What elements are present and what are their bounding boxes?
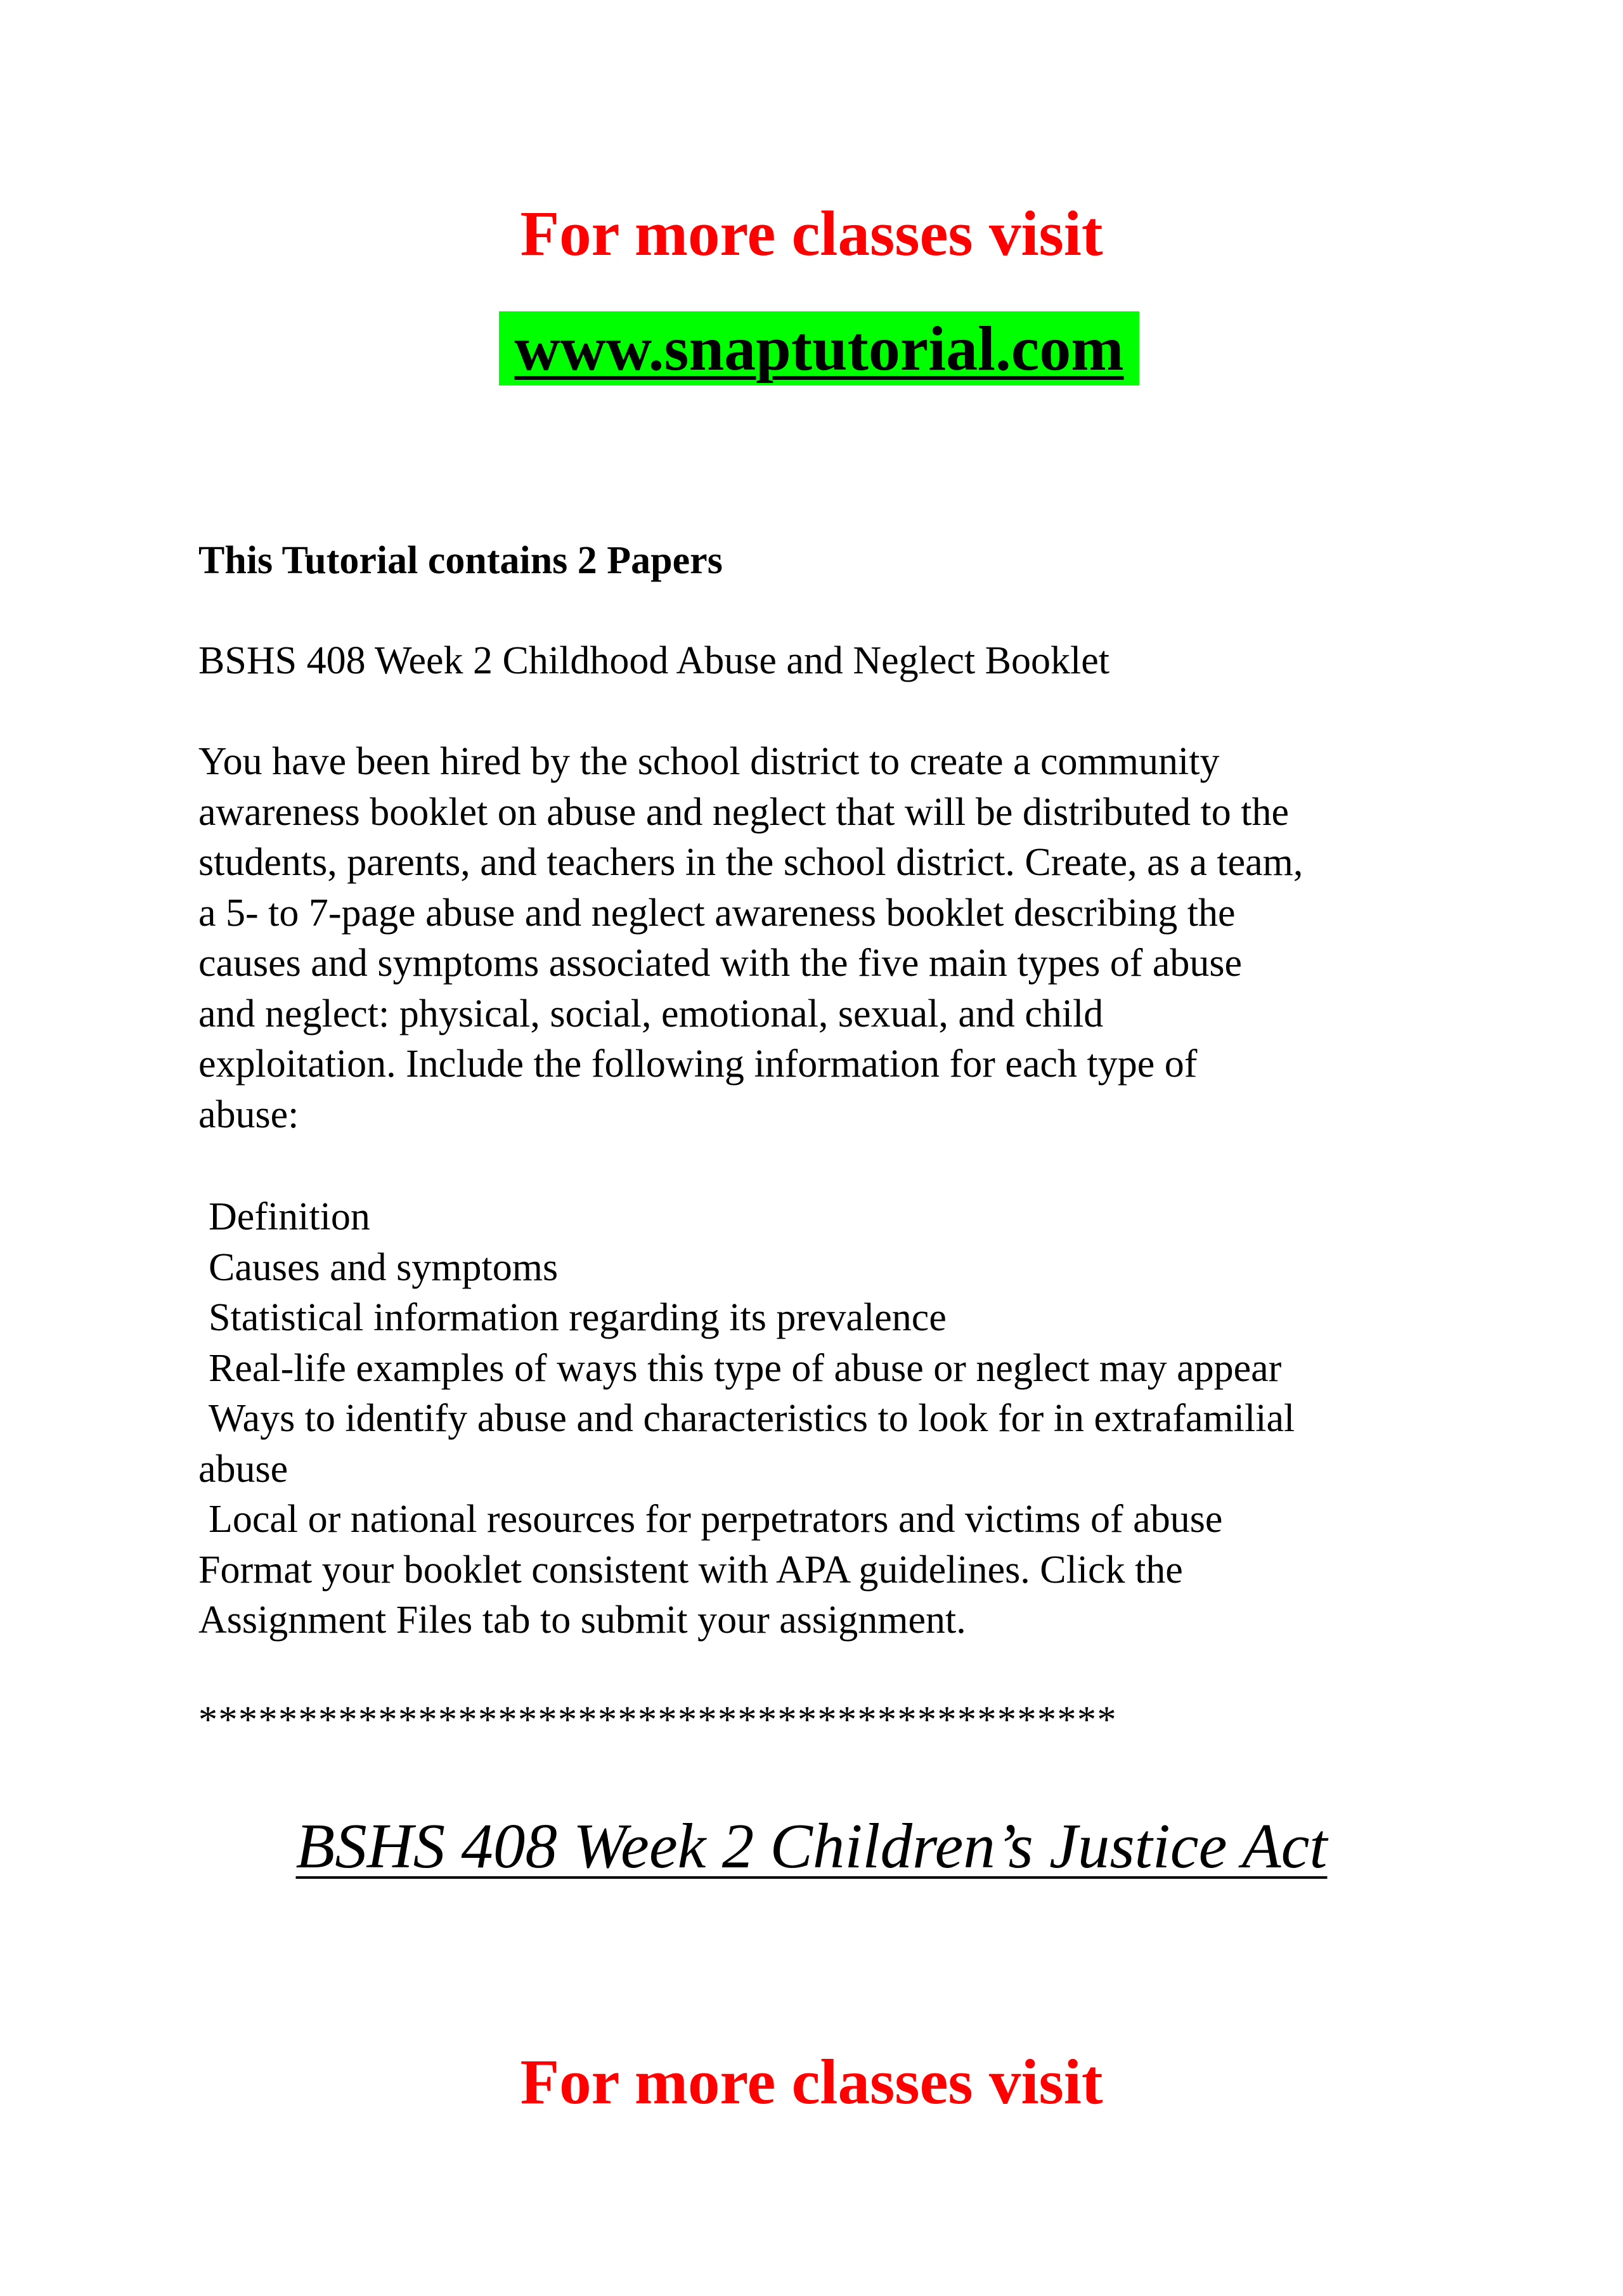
assignment-description [198, 737, 1466, 1140]
description-line: a 5- to 7-page abuse and neglect awareness booklet describing the [198, 891, 1236, 935]
description-line: awareness booklet on abuse and neglect that will be distributed to the [198, 790, 1290, 834]
asterisk-separator: ********************************************** [198, 1699, 1117, 1741]
description-line: causes and symptoms associated with the five main types of abuse [198, 942, 1243, 985]
requirements-list [198, 1192, 1466, 1646]
description-line: abuse: [198, 1093, 299, 1136]
promo-heading-bottom: For more classes visit [520, 2046, 1103, 2117]
paper-two-title: BSHS 408 Week 2 Children’s Justice Act [295, 1810, 1328, 1881]
requirement-item-continued: abuse [198, 1447, 288, 1491]
closing-line: Assignment Files tab to submit your assignment. [198, 1599, 966, 1642]
description-line: students, parents, and teachers in the school district. Create, as a team, [198, 841, 1303, 884]
closing-line: Format your booklet consistent with APA guidelines. Click the [198, 1548, 1183, 1592]
requirement-item: Ways to identify abuse and characteristics to look for in extrafamilial [209, 1397, 1295, 1440]
description-line: exploitation. Include the following information for each type of [198, 1042, 1198, 1086]
snaptutorial-link[interactable]: www.snaptutorial.com [499, 311, 1139, 386]
paper-one-title: BSHS 408 Week 2 Childhood Abuse and Neglect Booklet [198, 639, 1109, 682]
description-line: and neglect: physical, social, emotional, sexual, and child [198, 992, 1104, 1035]
tutorial-intro: This Tutorial contains 2 Papers [198, 539, 723, 582]
requirement-item: Causes and symptoms [209, 1245, 559, 1289]
description-line: You have been hired by the school district to create a community [198, 740, 1220, 783]
requirement-item: Local or national resources for perpetrators and victims of abuse [209, 1498, 1223, 1541]
requirement-item: Real-life examples of ways this type of abuse or neglect may appear [209, 1346, 1282, 1390]
requirement-item: Definition [209, 1195, 370, 1238]
promo-heading-top: For more classes visit [520, 198, 1103, 269]
requirement-item: Statistical information regarding its prevalence [209, 1296, 947, 1339]
